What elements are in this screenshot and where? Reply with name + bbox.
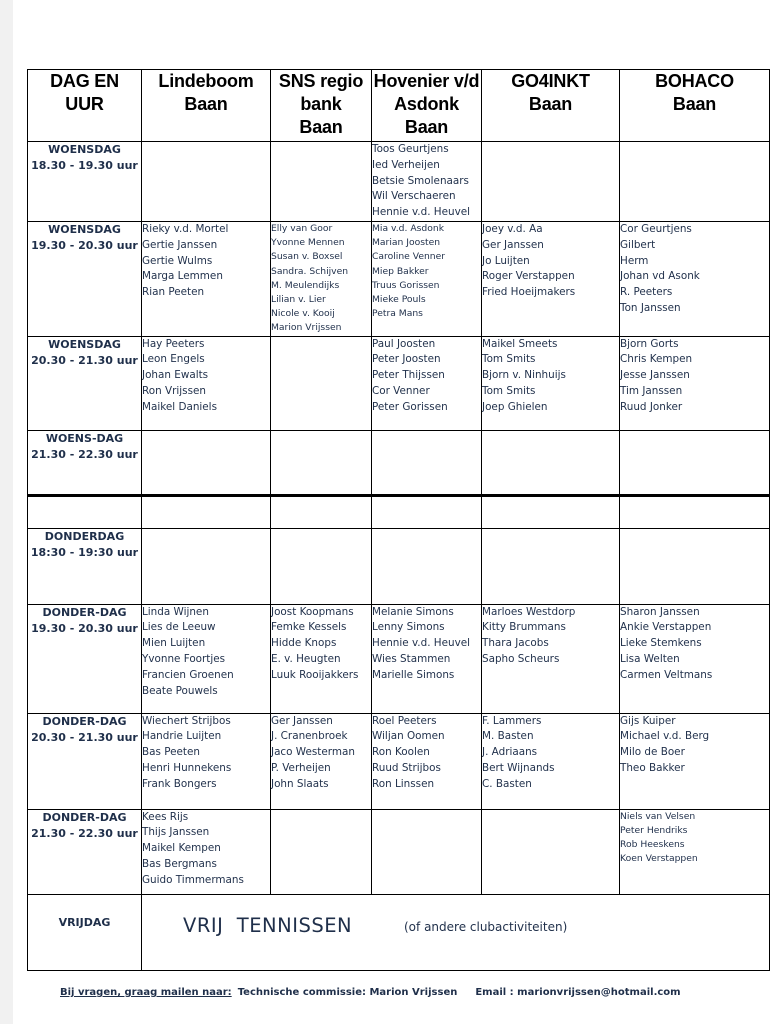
court-cell: [620, 221, 770, 336]
day-cell: [28, 894, 142, 970]
court-cell: [482, 495, 620, 528]
schedule-row: [28, 528, 770, 604]
player-name: Paul Joosten: [372, 337, 436, 350]
court-cell: [271, 713, 372, 809]
court-cell: [372, 528, 482, 604]
day-cell: [28, 430, 142, 495]
day-label: WOENSDAG: [48, 222, 121, 236]
player-name: Caroline Venner: [372, 251, 446, 263]
player-name: Hay Peeters: [142, 337, 205, 350]
player-name: Wiechert Strijbos: [142, 714, 231, 727]
player-name: Hennie v.d. Heuvel: [372, 637, 471, 650]
player-name: Joey v.d. Aa: [482, 222, 543, 235]
player-name: Francien Groenen: [142, 668, 234, 681]
player-name: Susan v. Boxsel: [271, 251, 343, 263]
court-cell: [482, 142, 620, 222]
court-cell: [142, 528, 271, 604]
header-sns: [271, 70, 372, 142]
header-line: Baan: [528, 94, 573, 114]
day-label: WOENSDAG: [48, 337, 121, 351]
player-name: Milo de Boer: [620, 746, 685, 759]
player-name: Ron Koolen: [372, 746, 430, 759]
court-cell: [142, 142, 271, 222]
header-lindeboom: [142, 70, 271, 142]
player-name: Yvonne Mennen: [271, 237, 345, 249]
player-name: Miep Bakker: [372, 265, 429, 277]
day-label: WOENS-DAG: [45, 431, 124, 445]
player-name: E. v. Heugten: [271, 653, 341, 665]
header-line: Lindeboom: [158, 71, 254, 91]
court-cell: [142, 809, 271, 894]
player-name: Maikel Kempen: [142, 842, 221, 855]
header-line: GO4INKT: [511, 71, 590, 91]
court-cell: [482, 430, 620, 495]
player-name: Mien Luijten: [142, 637, 206, 650]
player-name: Femke Kessels: [271, 621, 347, 634]
player-name: Theo Bakker: [620, 762, 685, 774]
player-name: Bjorn Gorts: [620, 337, 679, 350]
court-cell: [482, 604, 620, 713]
player-name: Cor Geurtjens: [620, 222, 692, 235]
player-name: Truus Gorissen: [372, 279, 440, 291]
court-cell: [271, 336, 372, 430]
player-name: Johan vd Asonk: [620, 270, 700, 283]
free-tennis-note: (of andere clubactiviteiten): [404, 919, 568, 934]
player-name: Gijs Kuiper: [620, 714, 676, 727]
court-cell: [372, 142, 482, 222]
footer-committee: Technische commissie: Marion Vrijssen: [237, 987, 458, 998]
player-name: Yvonne Foortjes: [142, 653, 226, 665]
time-label: 20.30 - 21.30 uur: [31, 730, 138, 744]
header-line: Baan: [672, 94, 717, 114]
court-cell: [482, 713, 620, 809]
court-cell: [142, 604, 271, 713]
player-name: Marloes Westdorp: [482, 605, 576, 618]
court-cell: [482, 221, 620, 336]
court-cell: [372, 604, 482, 713]
player-name: Gertie Janssen: [142, 238, 218, 251]
player-name: Thijs Janssen: [142, 826, 210, 839]
player-name: Tom Smits: [482, 353, 536, 366]
header-line: bank: [300, 94, 342, 114]
day-cell: [28, 809, 142, 894]
player-name: Ankie Verstappen: [620, 621, 712, 634]
player-name: Sharon Janssen: [620, 605, 700, 618]
header-line: Hovenier v/d: [373, 71, 480, 91]
player-name: Wies Stammen: [372, 653, 451, 665]
player-name: Handrie Luijten: [142, 730, 222, 743]
court-cell: [271, 528, 372, 604]
day-cell: [28, 495, 142, 528]
player-name: Chris Kempen: [620, 353, 693, 366]
player-name: C. Basten: [482, 777, 532, 790]
header-line: BOHACO: [655, 71, 734, 91]
schedule-row: [28, 495, 770, 528]
schedule-table: [27, 69, 770, 971]
player-name: Lilian v. Lier: [271, 294, 326, 305]
schedule-row: [28, 713, 770, 809]
player-name: Gilbert: [620, 238, 656, 251]
footer-contact: [60, 987, 681, 998]
day-cell: [28, 713, 142, 809]
court-cell: [372, 221, 482, 336]
player-name: Ruud Strijbos: [372, 762, 441, 774]
player-name: Ron Vrijssen: [142, 385, 206, 397]
player-name: Cor Venner: [372, 385, 430, 397]
player-name: Ger Janssen: [271, 714, 333, 727]
court-cell: [482, 809, 620, 894]
player-name: Jesse Janssen: [620, 369, 690, 382]
player-name: Nicole v. Kooij: [271, 308, 335, 320]
schedule-row: [28, 604, 770, 713]
court-cell: [142, 336, 271, 430]
player-name: Ton Janssen: [620, 301, 681, 314]
court-cell: [620, 604, 770, 713]
player-name: Bert Wijnands: [482, 762, 555, 774]
player-name: Rieky v.d. Mortel: [142, 222, 229, 235]
header-hovenier: [372, 70, 482, 142]
day-label: DONDER-DAG: [42, 714, 127, 728]
friday-content: [142, 894, 770, 970]
player-name: J. Adriaans: [482, 746, 538, 759]
day-cell: [28, 142, 142, 222]
player-name: Rian Peeten: [142, 286, 205, 299]
player-name: Maikel Daniels: [142, 400, 217, 413]
player-name: F. Lammers: [482, 714, 542, 727]
header-bohaco: [620, 70, 770, 142]
day-cell: [28, 604, 142, 713]
player-name: Ger Janssen: [482, 238, 544, 251]
document-page: [13, 0, 783, 1024]
court-cell: [142, 430, 271, 495]
time-label: 19.30 - 20.30 uur: [31, 238, 138, 252]
player-name: Lieke Stemkens: [620, 637, 702, 650]
court-cell: [620, 336, 770, 430]
court-cell: [620, 495, 770, 528]
day-label: VRIJDAG: [58, 915, 111, 929]
schedule-row: [28, 221, 770, 336]
player-name: Fried Hoeijmakers: [482, 286, 576, 299]
time-label: 21.30 - 22.30 uur: [31, 826, 138, 840]
player-name: Henri Hunnekens: [142, 762, 232, 774]
footer-prefix: Bij vragen, graag mailen naar:: [60, 987, 232, 998]
court-cell: [482, 336, 620, 430]
day-label: DONDER-DAG: [42, 605, 127, 619]
player-name: Gertie Wulms: [142, 254, 213, 267]
player-name: Hennie v.d. Heuvel: [372, 206, 471, 219]
schedule-row: [28, 430, 770, 495]
court-cell: [372, 430, 482, 495]
court-cell: [620, 430, 770, 495]
player-name: Luuk Rooijakkers: [271, 668, 359, 681]
player-name: Roger Verstappen: [482, 270, 575, 283]
day-cell: [28, 336, 142, 430]
time-label: 19.30 - 20.30 uur: [31, 621, 138, 635]
court-cell: [142, 221, 271, 336]
player-name: John Slaats: [271, 777, 329, 790]
header-line: SNS regio: [278, 71, 364, 91]
header-line: Baan: [184, 94, 228, 114]
player-name: Betsie Smolenaars: [372, 174, 469, 187]
schedule-row: [28, 336, 770, 430]
header-day-time: [28, 70, 142, 142]
day-label: DONDERDAG: [44, 529, 125, 543]
player-name: Marion Vrijssen: [271, 322, 342, 334]
player-name: Bjorn v. Ninhuijs: [482, 369, 566, 382]
player-name: Mieke Pouls: [372, 294, 426, 305]
court-cell: [271, 495, 372, 528]
player-name: Frank Bongers: [142, 777, 217, 790]
player-name: Carmen Veltmans: [620, 668, 713, 681]
court-cell: [482, 528, 620, 604]
player-name: R. Peeters: [620, 286, 673, 299]
player-name: Ied Verheijen: [372, 158, 440, 171]
player-name: Sandra. Schijven: [271, 265, 349, 277]
player-name: Wiljan Oomen: [372, 730, 445, 743]
court-cell: [271, 604, 372, 713]
player-name: Hidde Knops: [271, 637, 337, 650]
header-line: Asdonk: [394, 94, 459, 114]
player-name: Ruud Jonker: [620, 400, 683, 413]
header-row: [28, 70, 770, 142]
player-name: Leon Engels: [142, 353, 205, 366]
player-name: Roel Peeters: [372, 714, 437, 727]
player-name: M. Meulendijks: [271, 279, 340, 291]
footer-email: Email : marionvrijssen@hotmail.com: [475, 987, 681, 998]
player-name: Niels van Velsen: [620, 810, 696, 822]
player-name: Marian Joosten: [372, 237, 441, 249]
court-cell: [271, 221, 372, 336]
player-name: Lisa Welten: [620, 653, 680, 665]
player-name: Kees Rijs: [142, 810, 189, 823]
player-name: Marga Lemmen: [142, 270, 223, 283]
time-label: 18.30 - 19.30 uur: [31, 159, 138, 172]
header-line: Baan: [299, 117, 343, 137]
player-name: Kitty Brummans: [482, 621, 566, 634]
player-name: Linda Wijnen: [142, 605, 209, 618]
player-name: Wil Verschaeren: [372, 190, 456, 203]
court-cell: [372, 495, 482, 528]
header-line: DAG EN: [50, 71, 119, 91]
court-cell: [271, 142, 372, 222]
header-go4inkt: [482, 70, 620, 142]
player-name: Lenny Simons: [372, 621, 445, 634]
court-cell: [620, 528, 770, 604]
player-name: Joost Koopmans: [271, 605, 354, 618]
player-name: Herm: [620, 254, 649, 267]
court-cell: [142, 495, 271, 528]
player-name: Mia v.d. Asdonk: [372, 222, 445, 234]
schedule-row: [28, 809, 770, 894]
player-name: Michael v.d. Berg: [620, 730, 710, 743]
player-name: Melanie Simons: [372, 605, 454, 618]
court-cell: [372, 336, 482, 430]
day-label: DONDER-DAG: [42, 810, 127, 824]
player-name: M. Basten: [482, 730, 534, 743]
player-name: Elly van Goor: [271, 222, 333, 234]
player-name: Beate Pouwels: [142, 684, 218, 697]
player-name: Peter Joosten: [372, 353, 441, 366]
player-name: Rob Heeskens: [620, 839, 685, 851]
court-cell: [620, 809, 770, 894]
player-name: Joep Ghielen: [482, 400, 548, 413]
player-name: Bas Peeten: [142, 746, 200, 759]
court-cell: [620, 713, 770, 809]
time-label: 21.30 - 22.30 uur: [31, 447, 138, 461]
player-name: Jo Luijten: [482, 254, 530, 267]
player-name: Ron Linssen: [372, 777, 435, 790]
header-line: UUR: [65, 94, 104, 114]
court-cell: [271, 809, 372, 894]
player-name: Tim Janssen: [620, 385, 683, 397]
free-tennis-title: VRIJ TENNISSEN: [183, 913, 353, 937]
friday-row: [28, 894, 770, 970]
header-line: Baan: [404, 117, 449, 137]
player-name: Lies de Leeuw: [142, 621, 216, 634]
player-name: Thara Jacobs: [482, 637, 549, 650]
player-name: Marielle Simons: [372, 668, 455, 681]
court-cell: [372, 809, 482, 894]
player-name: Toos Geurtjens: [372, 143, 449, 155]
player-name: J. Cranenbroek: [271, 730, 348, 743]
day-cell: [28, 528, 142, 604]
player-name: Koen Verstappen: [620, 853, 698, 865]
player-name: Sapho Scheurs: [482, 653, 560, 665]
court-cell: [271, 430, 372, 495]
player-name: Guido Timmermans: [142, 873, 244, 886]
player-name: Tom Smits: [482, 385, 536, 397]
player-name: Johan Ewalts: [142, 369, 209, 382]
time-label: 18:30 - 19:30 uur: [30, 545, 139, 559]
time-label: 20.30 - 21.30 uur: [31, 353, 138, 367]
schedule-row: [28, 142, 770, 222]
player-name: Peter Gorissen: [372, 400, 448, 413]
player-name: Peter Thijssen: [372, 369, 445, 382]
day-label: WOENSDAG: [48, 143, 121, 156]
player-name: Peter Hendriks: [620, 824, 688, 836]
player-name: Petra Mans: [372, 308, 423, 320]
court-cell: [142, 713, 271, 809]
player-name: Maikel Smeets: [482, 337, 558, 350]
player-name: Bas Bergmans: [142, 858, 217, 870]
player-name: P. Verheijen: [271, 762, 331, 774]
player-name: Jaco Westerman: [271, 746, 355, 759]
day-cell: [28, 221, 142, 336]
court-cell: [372, 713, 482, 809]
court-cell: [620, 142, 770, 222]
